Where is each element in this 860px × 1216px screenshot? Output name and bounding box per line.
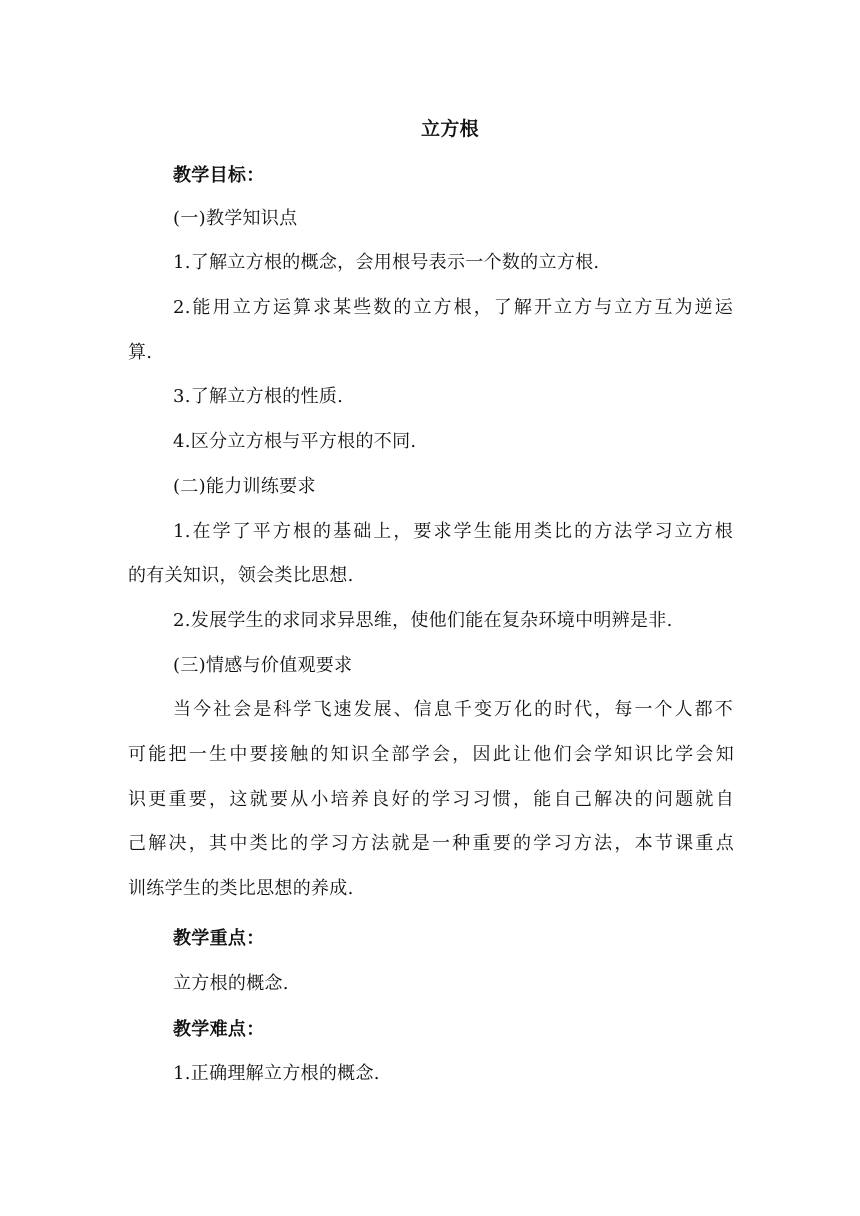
values-paragraph-line-4: 己解决，其中类比的学习方法就是一种重要的学习方法，本节课重点: [128, 833, 734, 854]
ability-item-2: 2.发展学生的求同求异思维，使他们能在复杂环境中明辨是非.: [173, 610, 673, 631]
knowledge-item-2-line-1: 2.能用立方运算求某些数的立方根，了解开立方与立方互为逆运: [173, 297, 733, 318]
values-paragraph-line-5: 训练学生的类比思想的养成.: [128, 878, 354, 899]
values-paragraph-line-2: 可能把一生中要接触的知识全部学会，因此让他们会学知识比学会知: [128, 744, 734, 765]
section-ability-requirements: (二)能力训练要求: [173, 476, 316, 497]
heading-difficulties: 教学难点：: [173, 1019, 265, 1040]
document-title: 立方根: [421, 118, 479, 140]
ability-item-1-line-2: 的有关知识，领会类比思想.: [128, 565, 354, 586]
knowledge-item-2-line-2: 算.: [128, 342, 153, 363]
ability-item-1-line-1: 1.在学了平方根的基础上，要求学生能用类比的方法学习立方根: [173, 521, 733, 542]
values-paragraph-line-3: 识更重要，这就要从小培养良好的学习习惯，能自己解决的问题就自: [128, 789, 734, 810]
section-values-requirements: (三)情感与价值观要求: [173, 655, 353, 676]
knowledge-item-1: 1.了解立方根的概念，会用根号表示一个数的立方根.: [173, 252, 600, 273]
heading-key-points: 教学重点：: [173, 928, 265, 949]
heading-objectives: 教学目标：: [173, 165, 265, 186]
knowledge-item-4: 4.区分立方根与平方根的不同.: [173, 431, 417, 452]
section-knowledge-points: (一)教学知识点: [173, 208, 298, 229]
key-point-1: 立方根的概念.: [173, 973, 289, 994]
difficulty-1: 1.正确理解立方根的概念.: [173, 1063, 380, 1084]
values-paragraph-line-1: 当今社会是科学飞速发展、信息千变万化的时代，每一个人都不: [173, 699, 733, 720]
knowledge-item-3: 3.了解立方根的性质.: [173, 386, 344, 407]
